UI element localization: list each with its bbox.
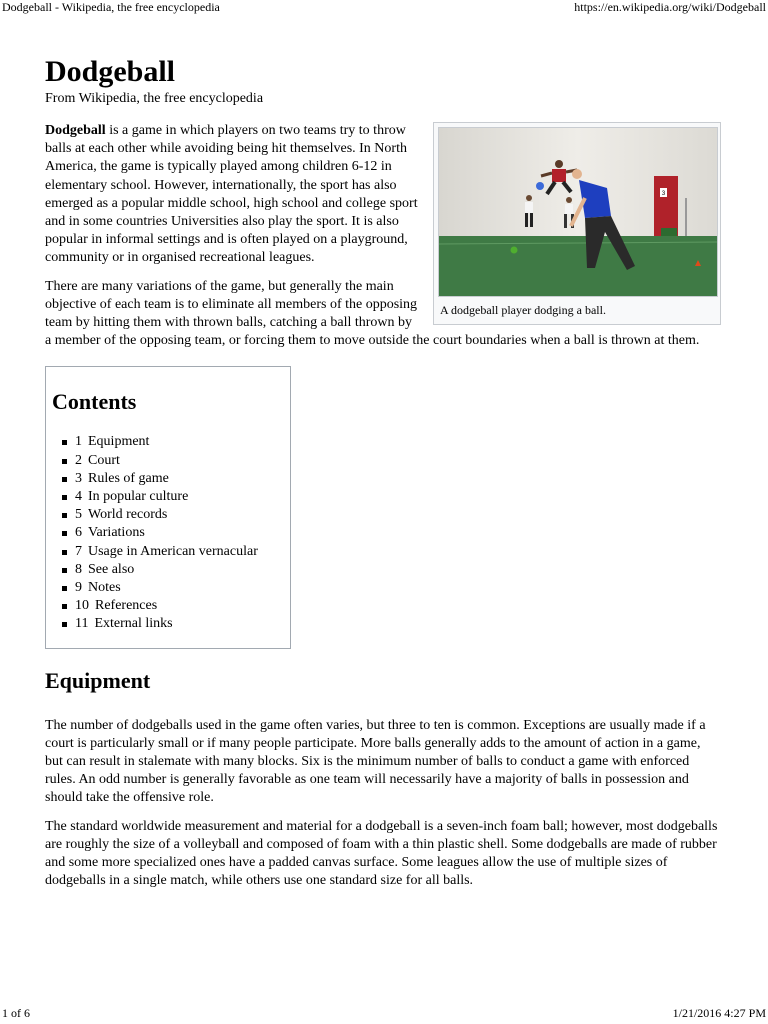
toc-item-label: In popular culture — [88, 489, 189, 505]
page-subtitle: From Wikipedia, the free encyclopedia — [45, 91, 264, 106]
toc-item-number: 10 — [75, 598, 89, 614]
toc-item-number: 2 — [75, 452, 82, 468]
toc-item-external-links[interactable] — [75, 615, 286, 633]
toc-item-label: References — [95, 598, 158, 614]
intro-bold-term: Dodgeball — [45, 123, 106, 138]
print-timestamp: 1/21/2016 4:27 PM — [672, 1006, 766, 1020]
toc-item-variations[interactable] — [75, 524, 286, 542]
equipment-paragraph-1: The number of dodgeballs used in the game often varies, but three to ten is common. Exceptions are usually made if a court is particularly small or if many people participate. More balls generally adds to the amount of action in a game, but can result in stalemate with many blocks. Six is the minimum number of balls to conduct a game with enforced rules. An odd number is generally favorable as one team will necessarily have a majority of balls in possession and should take the offensive role. — [45, 717, 706, 806]
toc-item-number: 8 — [75, 561, 82, 577]
print-header-title: Dodgeball - Wikipedia, the free encyclopedia — [2, 0, 220, 14]
toc-item-label: World records — [88, 507, 168, 523]
toc-item-notes[interactable] — [75, 579, 286, 597]
door-sign: 3 — [661, 191, 666, 197]
objective-paragraph: There are many variations of the game, but generally the main objective of each team is to eliminate all members of the opposing team by hitting them with thrown balls, catching a ball thrown by a member of the opposing team, or forcing them to move outside the court boundaries when a ball is thrown at them. — [45, 278, 700, 349]
toc-item-label: Variations — [88, 525, 145, 541]
toc-item-in-popular-culture[interactable] — [75, 488, 286, 506]
toc-item-label: Rules of game — [88, 470, 169, 486]
toc-item-number: 1 — [75, 434, 82, 450]
toc-item-references[interactable] — [75, 597, 286, 615]
toc-item-see-also[interactable] — [75, 561, 286, 579]
toc-list — [52, 433, 286, 633]
toc-item-number: 6 — [75, 525, 82, 541]
toc-item-label: See also — [88, 561, 135, 577]
print-header-url[interactable]: https://en.wikipedia.org/wiki/Dodgeball — [574, 0, 766, 14]
table-of-contents — [45, 366, 291, 648]
section-heading-equipment: Equipment — [45, 667, 151, 693]
toc-item-number: 4 — [75, 489, 82, 505]
toc-item-number: 9 — [75, 580, 82, 596]
toc-item-number: 7 — [75, 543, 82, 559]
toc-item-world-records[interactable] — [75, 506, 286, 524]
print-footer — [0, 1006, 768, 1024]
page-title: Dodgeball — [45, 55, 176, 88]
toc-item-label: Court — [88, 452, 120, 468]
dodgeball-photo[interactable] — [438, 127, 718, 297]
toc-item-number: 3 — [75, 470, 82, 486]
toc-heading: Contents — [52, 389, 137, 415]
toc-item-label: External links — [94, 616, 173, 632]
article-content — [45, 54, 721, 901]
toc-item-label: Notes — [88, 580, 121, 596]
equipment-paragraph-2: The standard worldwide measurement and material for a dodgeball is a seven-inch foam ball; however, most dodgeballs are roughly the size of a volleyball and composed of foam with a thin plastic shell. Some dodgeballs are made of rubber and some more specialized ones have a padded canvas surface. Some leagues allow the use of multiple sizes of dodgeballs in a single match, while others use one standard size for all balls. — [45, 818, 718, 889]
toc-item-usage-in-american-vernacular[interactable] — [75, 543, 286, 561]
print-header — [0, 0, 768, 16]
toc-item-label: Equipment — [88, 434, 150, 450]
toc-item-equipment[interactable] — [75, 433, 286, 451]
toc-item-number: 11 — [75, 616, 89, 632]
toc-item-number: 5 — [75, 507, 82, 523]
page-number: 1 of 6 — [2, 1006, 30, 1020]
toc-item-court[interactable] — [75, 452, 286, 470]
toc-item-rules-of-game[interactable] — [75, 470, 286, 488]
article-figure — [433, 122, 721, 325]
figure-caption: A dodgeball player dodging a ball. — [440, 303, 606, 317]
toc-item-label: Usage in American vernacular — [88, 543, 258, 559]
intro-text: is a game in which players on two teams try to throw balls at each other while avoiding being hit themselves. In North America, the game is typically played among children 6-12 in elementary school. However, internationally, the sport has also emerged as a popular middle school, high school and college sport and in some countries Universities also play the sport. It is also popular in informal settings and is often played on a playground, community or in organised recreational leagues. — [45, 123, 418, 266]
